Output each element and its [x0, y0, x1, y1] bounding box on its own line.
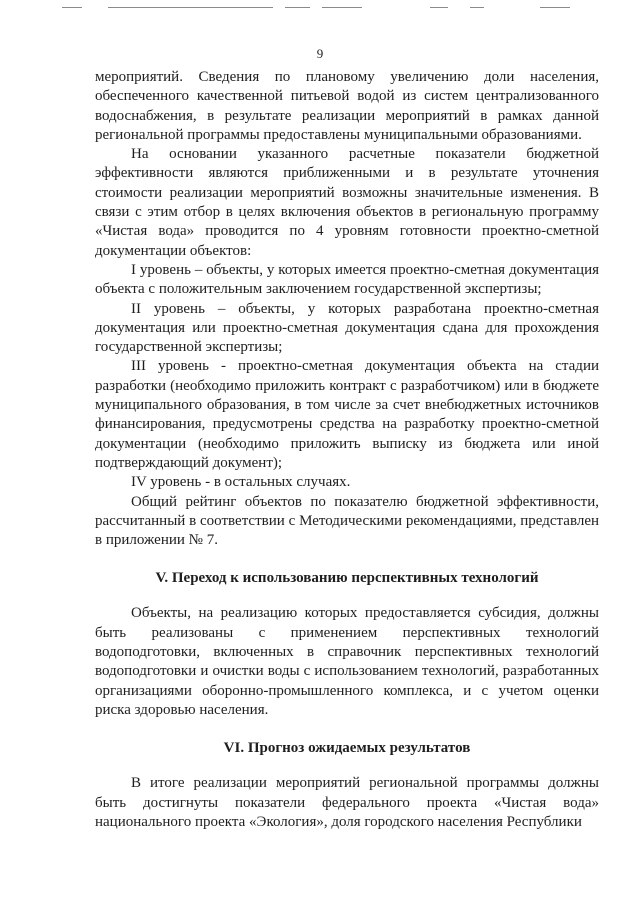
scan-artifact-line	[322, 7, 362, 8]
spacer	[95, 550, 599, 569]
spacer	[95, 588, 599, 604]
spacer	[95, 720, 599, 739]
paragraph: Объекты, на реализацию которых предоставляется субсидия, должны быть реализованы с применением перспективных технологий водоподготовки, включенных в справочник перспективных технологий водоподготовки и очистки воды с использованием технологий, разработанных организациями оборонно-промышленного комплекса, и с учетом оценки риска здоровью населения.	[95, 605, 599, 718]
scan-artifact-line	[430, 7, 448, 8]
readiness-level-item: II уровень – объекты, у которых разработана проектно-сметная документация или проектно-сметная документация сдана для прохождения государственной экспертизы;	[95, 300, 599, 356]
paragraph: Общий рейтинг объектов по показателю бюджетной эффективности, рассчитанный в соответствии с Методическими рекомендациями, представлен в приложении № 7.	[95, 493, 599, 549]
paragraph: мероприятий. Сведения по плановому увеличению доли населения, обеспеченного качественной питьевой водой из систем централизованного водоснабжения, в результате реализации мероприятий в рамках данной региональной программы предоставлены муниципальными образованиями.	[95, 69, 599, 143]
readiness-level-item: III уровень - проектно-сметная документация объекта на стадии разработки (необходимо приложить контракт с разработчиком) или в бюджете муниципального образования, в том числе за счет внебюджетных источников финансирования, предусмотрены средства на разработку проектно-сметной документации (необходимо приложить выписку из бюджета или иной подтверждающий документ);	[95, 358, 599, 471]
paragraph: На основании указанного расчетные показатели бюджетной эффективности являются приближенными и в результате уточнения стоимости реализации мероприятий возможны значительные изменения. В связи с этим отбор в целях включения объектов в региональную программу «Чистая вода» проводится по 4 уровням готовности проектно-сметной документации объектов:	[95, 146, 599, 259]
scan-artifact-line	[285, 7, 310, 8]
scan-artifact-line	[470, 7, 484, 8]
scan-artifact-line	[540, 7, 570, 8]
page-number: 9	[316, 46, 324, 61]
section-heading: V. Переход к использованию перспективных технологий	[155, 570, 539, 587]
scan-artifact-line	[108, 7, 273, 8]
readiness-level-item: IV уровень - в остальных случаях.	[131, 474, 351, 491]
readiness-level-item: I уровень – объекты, у которых имеется проектно-сметная документация объекта с положительным заключением государственной экспертизы;	[95, 261, 599, 298]
spacer	[95, 758, 599, 774]
section-heading: VI. Прогноз ожидаемых результатов	[223, 740, 471, 757]
paragraph: В итоге реализации мероприятий региональной программы должны быть достигнуты показатели федерального проекта «Чистая вода» национального проекта «Экология», доля городского населения Республики	[95, 775, 599, 830]
scan-artifact-line	[62, 7, 82, 8]
document-body	[95, 68, 599, 832]
